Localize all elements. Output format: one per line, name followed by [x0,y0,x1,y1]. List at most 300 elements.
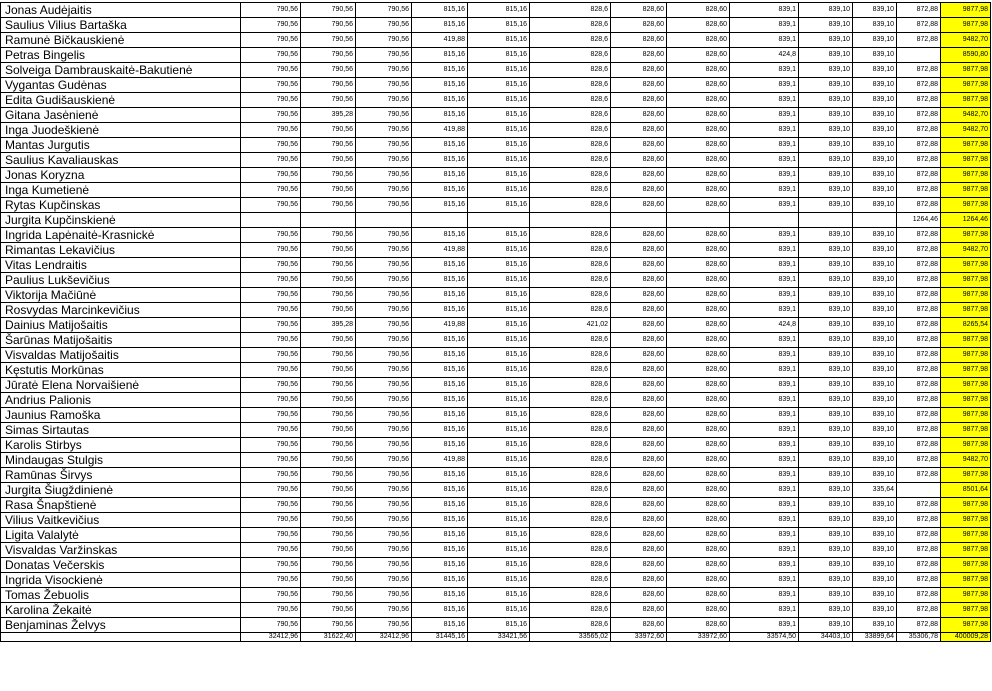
value-cell[interactable]: 839,10 [853,453,897,468]
value-cell[interactable]: 828,6 [530,228,611,243]
value-cell[interactable]: 872,88 [897,93,941,108]
value-cell[interactable]: 872,88 [897,3,941,18]
value-cell[interactable]: 790,56 [301,93,356,108]
person-name-cell[interactable]: Mantas Jurgutis [1,138,241,153]
row-total-cell[interactable]: 8265,54 [941,318,991,333]
value-cell[interactable]: 828,6 [530,288,611,303]
value-cell[interactable]: 790,56 [241,3,301,18]
value-cell[interactable]: 839,10 [799,108,853,123]
value-cell[interactable]: 839,1 [730,78,799,93]
value-cell[interactable]: 815,16 [468,363,530,378]
value-cell[interactable]: 828,60 [611,273,667,288]
value-cell[interactable]: 790,56 [356,423,412,438]
value-cell[interactable]: 839,10 [799,363,853,378]
value-cell[interactable]: 815,16 [468,153,530,168]
value-cell[interactable]: 828,60 [611,558,667,573]
value-cell[interactable]: 839,10 [799,273,853,288]
value-cell[interactable]: 828,60 [611,303,667,318]
value-cell[interactable]: 815,16 [468,513,530,528]
row-total-cell[interactable]: 9877,98 [941,138,991,153]
value-cell[interactable]: 839,1 [730,33,799,48]
value-cell[interactable]: 839,10 [853,558,897,573]
value-cell[interactable]: 815,16 [468,423,530,438]
value-cell[interactable]: 839,10 [853,63,897,78]
value-cell[interactable]: 828,60 [611,318,667,333]
value-cell[interactable]: 815,16 [412,93,468,108]
value-cell[interactable]: 839,10 [799,348,853,363]
value-cell[interactable]: 790,56 [356,33,412,48]
value-cell[interactable]: 790,56 [356,258,412,273]
value-cell[interactable]: 828,60 [611,363,667,378]
value-cell[interactable]: 790,56 [356,528,412,543]
value-cell[interactable]: 790,56 [356,138,412,153]
value-cell[interactable]: 790,56 [301,588,356,603]
value-cell[interactable]: 790,56 [356,288,412,303]
value-cell[interactable]: 815,16 [412,618,468,633]
value-cell[interactable]: 828,60 [667,393,730,408]
row-total-cell[interactable]: 9877,98 [941,513,991,528]
value-cell[interactable]: 790,56 [241,123,301,138]
value-cell[interactable]: 790,56 [241,273,301,288]
value-cell[interactable]: 828,6 [530,303,611,318]
value-cell[interactable]: 828,6 [530,483,611,498]
value-cell[interactable]: 839,10 [799,573,853,588]
column-total-cell[interactable]: 33565,02 [530,633,611,642]
value-cell[interactable]: 872,88 [897,528,941,543]
row-total-cell[interactable]: 9877,98 [941,198,991,213]
value-cell[interactable]: 790,56 [241,348,301,363]
value-cell[interactable]: 828,6 [530,348,611,363]
value-cell[interactable]: 828,6 [530,543,611,558]
value-cell[interactable]: 419,88 [412,123,468,138]
value-cell[interactable]: 1264,46 [897,213,941,228]
value-cell[interactable]: 839,10 [853,468,897,483]
value-cell[interactable]: 790,56 [301,393,356,408]
person-name-cell[interactable]: Petras Bingelis [1,48,241,63]
value-cell[interactable]: 828,60 [667,48,730,63]
value-cell[interactable]: 828,6 [530,573,611,588]
value-cell[interactable]: 335,64 [853,483,897,498]
value-cell[interactable]: 790,56 [301,453,356,468]
value-cell[interactable] [667,213,730,228]
value-cell[interactable]: 828,6 [530,393,611,408]
value-cell[interactable]: 828,6 [530,453,611,468]
value-cell[interactable]: 790,56 [241,528,301,543]
row-total-cell[interactable]: 9877,98 [941,363,991,378]
value-cell[interactable]: 815,16 [468,63,530,78]
person-name-cell[interactable]: Jūratė Elena Norvaišienė [1,378,241,393]
value-cell[interactable]: 790,56 [241,423,301,438]
value-cell[interactable]: 790,56 [241,588,301,603]
value-cell[interactable] [301,213,356,228]
value-cell[interactable]: 790,56 [356,408,412,423]
value-cell[interactable]: 790,56 [241,468,301,483]
value-cell[interactable]: 828,60 [667,153,730,168]
value-cell[interactable]: 828,60 [667,498,730,513]
value-cell[interactable]: 839,1 [730,153,799,168]
value-cell[interactable]: 815,16 [468,573,530,588]
value-cell[interactable]: 828,60 [611,453,667,468]
person-name-cell[interactable]: Simas Sirtautas [1,423,241,438]
value-cell[interactable]: 790,56 [356,318,412,333]
value-cell[interactable]: 839,1 [730,228,799,243]
value-cell[interactable]: 790,56 [301,48,356,63]
value-cell[interactable]: 828,60 [667,198,730,213]
value-cell[interactable]: 828,60 [667,363,730,378]
row-total-cell[interactable]: 9877,98 [941,498,991,513]
value-cell[interactable]: 828,60 [611,588,667,603]
person-name-cell[interactable]: Paulius Lukševičius [1,273,241,288]
value-cell[interactable]: 828,60 [611,573,667,588]
value-cell[interactable]: 815,16 [412,63,468,78]
row-total-cell[interactable]: 9877,98 [941,258,991,273]
value-cell[interactable]: 419,88 [412,33,468,48]
value-cell[interactable]: 815,16 [468,138,530,153]
value-cell[interactable]: 790,56 [301,78,356,93]
column-total-cell[interactable]: 34403,10 [799,633,853,642]
value-cell[interactable]: 815,16 [468,33,530,48]
value-cell[interactable]: 839,10 [799,498,853,513]
value-cell[interactable]: 828,60 [667,228,730,243]
value-cell[interactable]: 815,16 [468,228,530,243]
value-cell[interactable]: 790,56 [241,378,301,393]
person-name-cell[interactable]: Vygantas Gudėnas [1,78,241,93]
value-cell[interactable]: 828,60 [667,573,730,588]
value-cell[interactable]: 872,88 [897,108,941,123]
row-total-cell[interactable]: 9482,70 [941,33,991,48]
value-cell[interactable]: 828,6 [530,603,611,618]
value-cell[interactable]: 815,16 [468,183,530,198]
value-cell[interactable]: 839,1 [730,573,799,588]
value-cell[interactable]: 790,56 [356,438,412,453]
value-cell[interactable]: 815,16 [468,438,530,453]
value-cell[interactable]: 790,56 [356,48,412,63]
value-cell[interactable]: 790,56 [356,108,412,123]
value-cell[interactable]: 790,56 [301,168,356,183]
value-cell[interactable]: 828,60 [667,33,730,48]
value-cell[interactable]: 839,10 [799,288,853,303]
value-cell[interactable]: 790,56 [301,123,356,138]
value-cell[interactable]: 815,16 [468,108,530,123]
value-cell[interactable]: 839,10 [853,363,897,378]
value-cell[interactable]: 872,88 [897,603,941,618]
value-cell[interactable]: 828,60 [667,378,730,393]
value-cell[interactable]: 872,88 [897,123,941,138]
value-cell[interactable]: 790,56 [241,168,301,183]
value-cell[interactable]: 815,16 [468,93,530,108]
value-cell[interactable]: 790,56 [301,483,356,498]
value-cell[interactable]: 839,1 [730,558,799,573]
value-cell[interactable]: 790,56 [301,618,356,633]
value-cell[interactable]: 815,16 [412,438,468,453]
value-cell[interactable] [530,213,611,228]
value-cell[interactable]: 815,16 [412,513,468,528]
value-cell[interactable]: 815,16 [412,273,468,288]
value-cell[interactable]: 839,10 [853,123,897,138]
value-cell[interactable]: 815,16 [468,303,530,318]
person-name-cell[interactable]: Jurgita Šiugždinienė [1,483,241,498]
value-cell[interactable]: 839,10 [853,93,897,108]
row-total-cell[interactable]: 9877,98 [941,393,991,408]
value-cell[interactable]: 839,1 [730,588,799,603]
value-cell[interactable]: 828,60 [667,618,730,633]
value-cell[interactable]: 839,10 [853,168,897,183]
value-cell[interactable]: 839,1 [730,63,799,78]
value-cell[interactable]: 790,56 [241,408,301,423]
value-cell[interactable]: 815,16 [412,528,468,543]
value-cell[interactable]: 872,88 [897,573,941,588]
row-total-cell[interactable]: 9877,98 [941,618,991,633]
value-cell[interactable]: 828,60 [611,78,667,93]
value-cell[interactable]: 790,56 [241,63,301,78]
value-cell[interactable]: 790,56 [241,48,301,63]
value-cell[interactable]: 839,10 [853,153,897,168]
value-cell[interactable]: 839,1 [730,393,799,408]
value-cell[interactable]: 815,16 [468,78,530,93]
person-name-cell[interactable]: Saulius Vilius Bartaška [1,18,241,33]
value-cell[interactable]: 828,60 [667,108,730,123]
value-cell[interactable]: 839,10 [799,183,853,198]
value-cell[interactable]: 790,56 [356,498,412,513]
value-cell[interactable]: 839,10 [799,138,853,153]
value-cell[interactable]: 815,16 [412,348,468,363]
value-cell[interactable]: 839,1 [730,408,799,423]
value-cell[interactable]: 839,1 [730,378,799,393]
value-cell[interactable]: 872,88 [897,498,941,513]
value-cell[interactable]: 828,60 [611,153,667,168]
value-cell[interactable]: 815,16 [468,558,530,573]
value-cell[interactable]: 839,10 [799,528,853,543]
value-cell[interactable]: 828,60 [611,108,667,123]
value-cell[interactable]: 790,56 [241,333,301,348]
value-cell[interactable]: 790,56 [301,498,356,513]
value-cell[interactable]: 790,56 [356,573,412,588]
value-cell[interactable]: 828,6 [530,78,611,93]
value-cell[interactable]: 815,16 [468,258,530,273]
value-cell[interactable]: 839,1 [730,423,799,438]
value-cell[interactable]: 815,16 [468,3,530,18]
value-cell[interactable]: 815,16 [412,573,468,588]
value-cell[interactable]: 790,56 [241,558,301,573]
value-cell[interactable]: 839,1 [730,438,799,453]
value-cell[interactable]: 828,60 [611,603,667,618]
value-cell[interactable]: 839,10 [799,168,853,183]
value-cell[interactable]: 828,6 [530,408,611,423]
column-total-cell[interactable]: 35306,78 [897,633,941,642]
value-cell[interactable]: 828,60 [611,93,667,108]
value-cell[interactable]: 872,88 [897,408,941,423]
value-cell[interactable]: 828,6 [530,423,611,438]
value-cell[interactable]: 815,16 [468,198,530,213]
row-total-cell[interactable]: 9877,98 [941,603,991,618]
value-cell[interactable]: 839,10 [799,258,853,273]
value-cell[interactable]: 790,56 [241,258,301,273]
value-cell[interactable]: 872,88 [897,78,941,93]
value-cell[interactable]: 828,60 [667,348,730,363]
value-cell[interactable]: 839,1 [730,168,799,183]
row-total-cell[interactable]: 9877,98 [941,468,991,483]
value-cell[interactable]: 828,60 [611,198,667,213]
value-cell[interactable]: 828,60 [611,348,667,363]
value-cell[interactable]: 828,6 [530,153,611,168]
value-cell[interactable]: 790,56 [241,603,301,618]
value-cell[interactable]: 828,60 [611,183,667,198]
value-cell[interactable]: 828,6 [530,588,611,603]
column-total-cell[interactable]: 32412,96 [356,633,412,642]
value-cell[interactable]: 815,16 [412,588,468,603]
value-cell[interactable]: 790,56 [241,228,301,243]
row-total-cell[interactable]: 9877,98 [941,438,991,453]
value-cell[interactable]: 815,16 [412,303,468,318]
row-total-cell[interactable]: 9877,98 [941,78,991,93]
row-total-cell[interactable]: 9482,70 [941,123,991,138]
value-cell[interactable]: 790,56 [241,483,301,498]
value-cell[interactable]: 839,10 [853,228,897,243]
value-cell[interactable]: 815,16 [412,333,468,348]
value-cell[interactable]: 839,10 [853,588,897,603]
value-cell[interactable]: 839,10 [853,198,897,213]
value-cell[interactable]: 828,60 [667,63,730,78]
value-cell[interactable]: 815,16 [412,498,468,513]
person-name-cell[interactable]: Viktorija Mačiūnė [1,288,241,303]
row-total-cell[interactable]: 9877,98 [941,378,991,393]
value-cell[interactable]: 839,1 [730,108,799,123]
value-cell[interactable]: 839,10 [853,438,897,453]
value-cell[interactable]: 828,60 [611,468,667,483]
value-cell[interactable]: 839,10 [853,423,897,438]
value-cell[interactable]: 790,56 [241,573,301,588]
value-cell[interactable]: 790,56 [301,18,356,33]
row-total-cell[interactable]: 9877,98 [941,543,991,558]
value-cell[interactable]: 872,88 [897,543,941,558]
value-cell[interactable]: 839,10 [853,528,897,543]
value-cell[interactable]: 790,56 [301,243,356,258]
value-cell[interactable]: 828,60 [667,588,730,603]
value-cell[interactable]: 815,16 [412,108,468,123]
person-name-cell[interactable]: Tomas Žebuolis [1,588,241,603]
value-cell[interactable]: 828,60 [667,468,730,483]
value-cell[interactable]: 872,88 [897,243,941,258]
value-cell[interactable] [853,213,897,228]
value-cell[interactable]: 790,56 [356,333,412,348]
value-cell[interactable]: 828,60 [667,78,730,93]
value-cell[interactable]: 828,60 [611,3,667,18]
value-cell[interactable]: 815,16 [468,543,530,558]
value-cell[interactable]: 828,60 [667,123,730,138]
value-cell[interactable]: 815,16 [412,603,468,618]
row-total-cell[interactable]: 9877,98 [941,93,991,108]
value-cell[interactable]: 872,88 [897,393,941,408]
value-cell[interactable]: 839,10 [853,603,897,618]
value-cell[interactable]: 828,6 [530,468,611,483]
value-cell[interactable]: 872,88 [897,378,941,393]
value-cell[interactable]: 839,1 [730,483,799,498]
value-cell[interactable]: 828,6 [530,138,611,153]
value-cell[interactable]: 790,56 [241,363,301,378]
value-cell[interactable]: 828,6 [530,333,611,348]
value-cell[interactable]: 790,56 [241,453,301,468]
value-cell[interactable]: 828,6 [530,498,611,513]
value-cell[interactable]: 872,88 [897,288,941,303]
value-cell[interactable]: 815,16 [468,588,530,603]
value-cell[interactable]: 839,10 [853,393,897,408]
value-cell[interactable]: 828,60 [667,513,730,528]
value-cell[interactable]: 872,88 [897,333,941,348]
value-cell[interactable]: 839,1 [730,303,799,318]
value-cell[interactable]: 828,6 [530,528,611,543]
value-cell[interactable]: 839,10 [853,18,897,33]
value-cell[interactable]: 839,10 [853,378,897,393]
value-cell[interactable]: 790,56 [301,573,356,588]
value-cell[interactable]: 839,10 [799,198,853,213]
value-cell[interactable]: 815,16 [468,498,530,513]
value-cell[interactable]: 419,88 [412,318,468,333]
value-cell[interactable]: 839,10 [853,318,897,333]
value-cell[interactable]: 421,02 [530,318,611,333]
value-cell[interactable]: 839,10 [853,408,897,423]
value-cell[interactable]: 839,10 [853,183,897,198]
value-cell[interactable]: 790,56 [301,423,356,438]
value-cell[interactable]: 828,60 [611,528,667,543]
value-cell[interactable]: 872,88 [897,198,941,213]
value-cell[interactable]: 790,56 [301,303,356,318]
value-cell[interactable]: 828,60 [667,243,730,258]
value-cell[interactable]: 790,56 [356,393,412,408]
value-cell[interactable] [468,213,530,228]
row-total-cell[interactable]: 9877,98 [941,228,991,243]
person-name-cell[interactable]: Donatas Večerskis [1,558,241,573]
person-name-cell[interactable]: Saulius Kavaliauskas [1,153,241,168]
value-cell[interactable]: 828,60 [611,483,667,498]
value-cell[interactable]: 790,56 [241,138,301,153]
value-cell[interactable]: 828,60 [611,513,667,528]
row-total-cell[interactable]: 1264,46 [941,213,991,228]
value-cell[interactable]: 790,56 [356,93,412,108]
value-cell[interactable]: 828,60 [611,48,667,63]
value-cell[interactable] [412,213,468,228]
person-name-cell[interactable]: Ramunė Bičkauskienė [1,33,241,48]
column-total-cell[interactable]: 33899,64 [853,633,897,642]
value-cell[interactable]: 828,6 [530,243,611,258]
column-total-cell[interactable]: 32412,96 [241,633,301,642]
value-cell[interactable]: 839,10 [799,243,853,258]
value-cell[interactable]: 828,60 [667,543,730,558]
value-cell[interactable]: 839,10 [853,3,897,18]
value-cell[interactable]: 790,56 [356,3,412,18]
value-cell[interactable]: 839,10 [799,423,853,438]
value-cell[interactable]: 839,10 [853,498,897,513]
value-cell[interactable]: 790,56 [301,33,356,48]
value-cell[interactable]: 839,1 [730,243,799,258]
value-cell[interactable]: 790,56 [241,243,301,258]
value-cell[interactable]: 828,6 [530,108,611,123]
value-cell[interactable]: 790,56 [301,438,356,453]
value-cell[interactable]: 839,1 [730,333,799,348]
value-cell[interactable]: 815,16 [468,273,530,288]
row-total-cell[interactable]: 9877,98 [941,153,991,168]
row-total-cell[interactable]: 9877,98 [941,63,991,78]
value-cell[interactable]: 839,10 [799,393,853,408]
value-cell[interactable]: 815,16 [412,393,468,408]
value-cell[interactable]: 828,6 [530,558,611,573]
person-name-cell[interactable]: Ingrida Visockienė [1,573,241,588]
value-cell[interactable]: 839,10 [799,78,853,93]
value-cell[interactable]: 828,6 [530,378,611,393]
value-cell[interactable]: 815,16 [412,363,468,378]
value-cell[interactable]: 790,56 [356,303,412,318]
value-cell[interactable]: 828,60 [667,303,730,318]
row-total-cell[interactable]: 9482,70 [941,108,991,123]
